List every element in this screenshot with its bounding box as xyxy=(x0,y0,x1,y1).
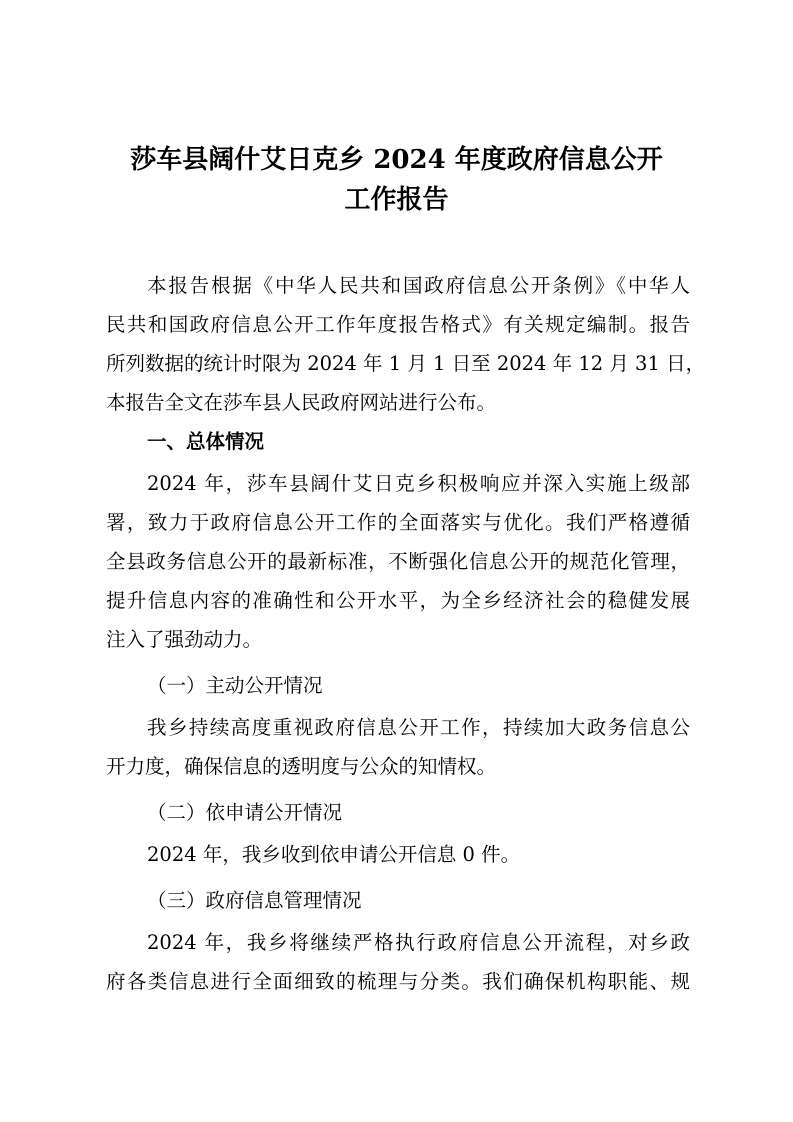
intro-paragraph-line: 本报告全文在莎车县人民政府网站进行公布。 xyxy=(106,391,497,414)
active-disclosure-paragraph-line: 开力度，确保信息的透明度与公众的知情权。 xyxy=(106,755,497,778)
intro-paragraph-line: 民共和国政府信息公开工作年度报告格式》有关规定编制。报告 xyxy=(106,313,690,336)
intro-paragraph-line: 所列数据的统计时限为 2024 年 1 月 1 日至 2024 年 12 月 31 日， xyxy=(106,352,706,375)
section-heading-overview: 一、总体情况 xyxy=(147,430,265,453)
active-disclosure-paragraph-line: 我乡持续高度重视政府信息公开工作，持续加大政务信息公 xyxy=(147,716,690,739)
subsection-heading-information-management: （三）政府信息管理情况 xyxy=(147,889,362,912)
application-disclosure-paragraph-line: 2024 年，我乡收到依申请公开信息 0 件。 xyxy=(147,843,521,866)
information-management-paragraph-line: 2024 年，我乡将继续严格执行政府信息公开流程，对乡政 xyxy=(147,931,690,954)
subsection-heading-application-disclosure: （二）依申请公开情况 xyxy=(147,801,343,824)
report-title-line-1: 莎车县阔什艾日克乡 2024 年度政府信息公开 xyxy=(130,145,663,175)
overview-paragraph-line: 提升信息内容的准确性和公开水平，为全乡经济社会的稳健发展 xyxy=(106,589,690,612)
overview-paragraph-line: 署，致力于政府信息公开工作的全面落实与优化。我们严格遵循 xyxy=(106,511,690,534)
intro-paragraph-line: 本报告根据《中华人民共和国政府信息公开条例》《中华人 xyxy=(147,274,690,297)
report-title-line-2: 工作报告 xyxy=(344,185,449,215)
information-management-paragraph-line: 府各类信息进行全面细致的梳理与分类。我们确保机构职能、规 xyxy=(106,970,690,993)
subsection-heading-active-disclosure: （一）主动公开情况 xyxy=(147,674,323,697)
overview-paragraph-line: 2024 年，莎车县阔什艾日克乡积极响应并深入实施上级部 xyxy=(147,472,690,495)
overview-paragraph-line: 注入了强劲动力。 xyxy=(106,628,263,651)
overview-paragraph-line: 全县政务信息公开的最新标准，不断强化信息公开的规范化管理， xyxy=(106,550,690,573)
